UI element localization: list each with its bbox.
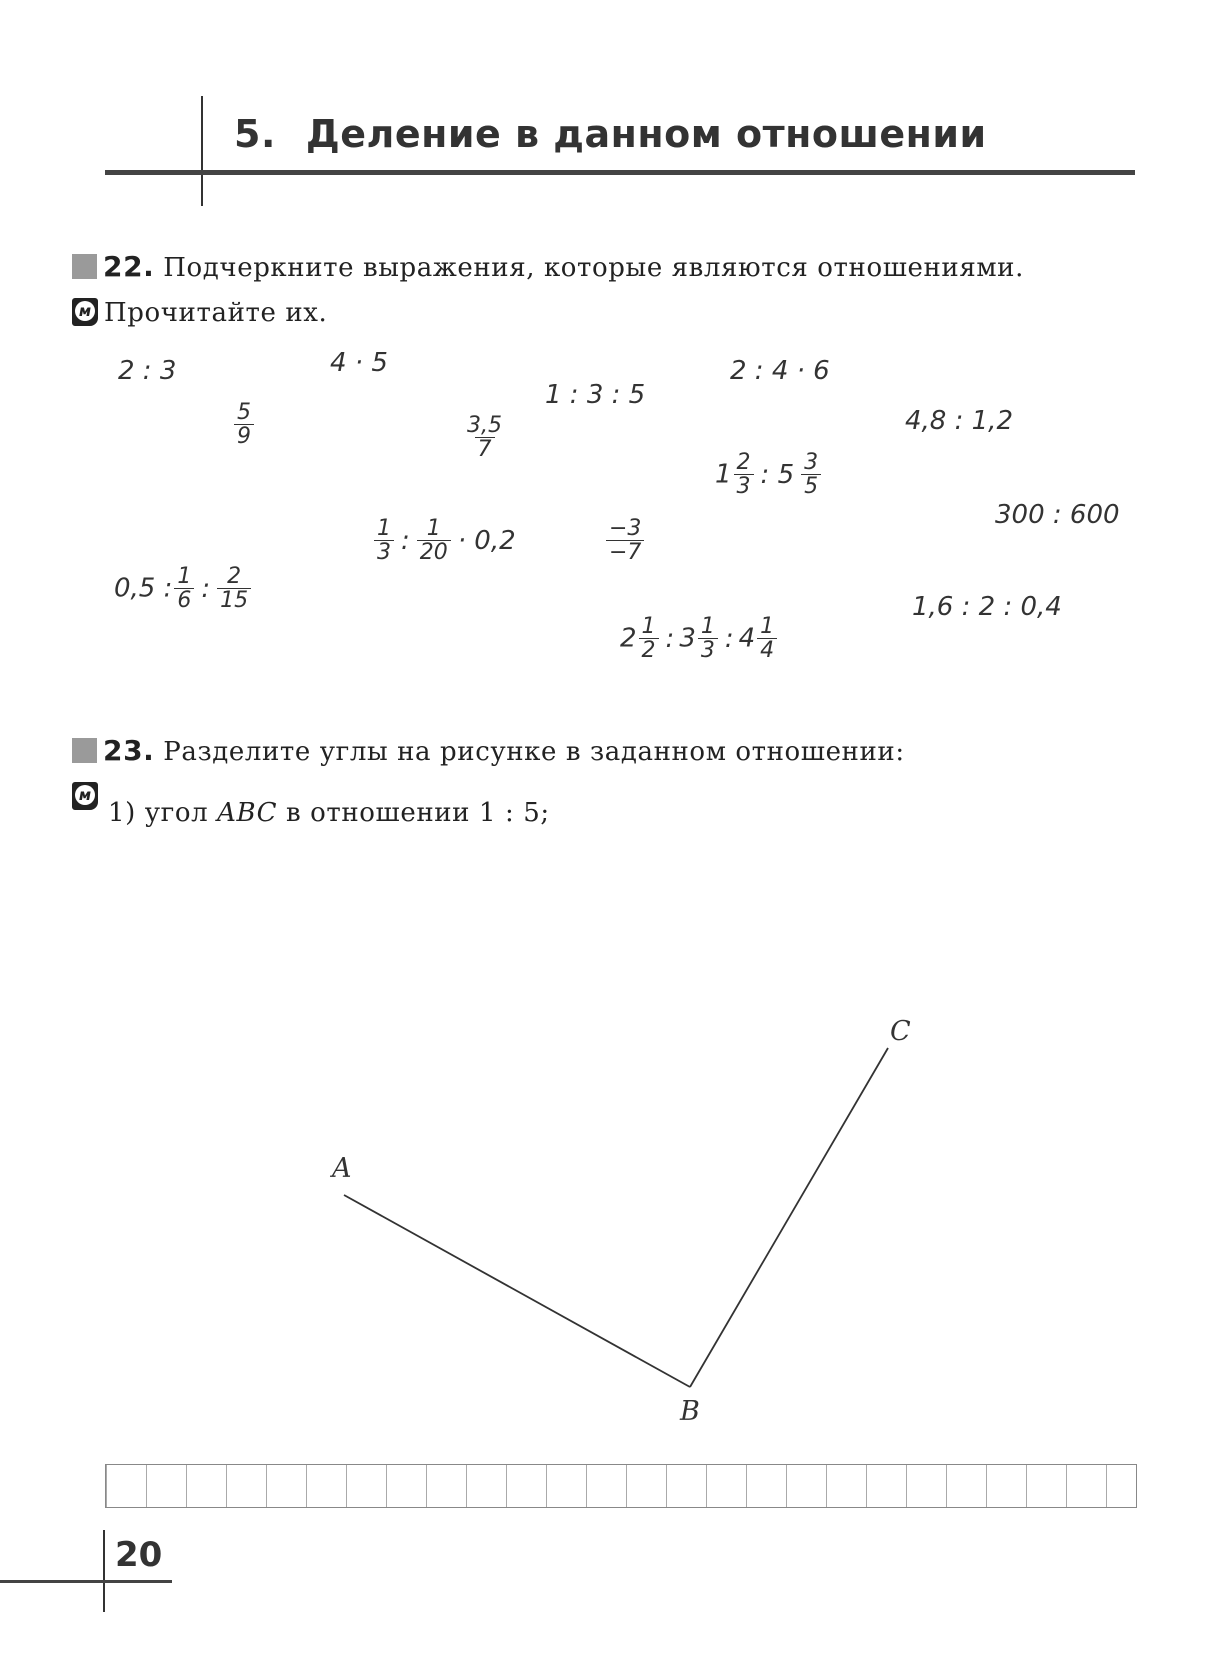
- task-22-number: 22.: [103, 250, 155, 283]
- task-23-instruction: Разделите углы на рисунке в заданном отношении:: [163, 737, 905, 767]
- task-22-line-2: Прочитайте их.: [104, 298, 328, 328]
- point-label-a: A: [332, 1153, 352, 1184]
- point-label-c: C: [890, 1016, 911, 1047]
- chapter-title-text: Деление в данном отношении: [305, 112, 987, 156]
- expression-8: 1 $\frac{2}{3}$ : 5 $\frac{3}{5}$: [715, 452, 823, 498]
- expression-12: 0,5 : $\frac{1}{6}$ : $\frac{2}{15}$: [114, 566, 253, 612]
- answer-grid-strip: [105, 1464, 1137, 1508]
- m-badge-icon: м: [72, 298, 98, 326]
- page-number-vertical-rule: [103, 1530, 105, 1612]
- expression-4: 2 : 4 · 6: [730, 356, 830, 386]
- task-23-line-2: 1) угол ABC в отношении 1 : 5;: [108, 798, 550, 828]
- task-22-instruction: Подчеркните выражения, которые являются отношениями.: [163, 253, 1024, 283]
- expression-2: 4 · 5: [330, 348, 388, 378]
- page-number: 20: [115, 1535, 163, 1575]
- expression-1: 2 : 3: [118, 356, 177, 386]
- expression-10: $\frac{1}{3}$ : $\frac{1}{20}$ · 0,2: [372, 518, 521, 564]
- page-number-horizontal-rule: [0, 1580, 172, 1583]
- chapter-number: 5.: [234, 112, 276, 156]
- m-badge-icon: м: [72, 782, 98, 810]
- expression-11: $\frac{-3}{-7}$: [604, 518, 646, 564]
- expression-13: 1,6 : 2 : 0,4: [912, 592, 1062, 622]
- ray-ba: [344, 1195, 690, 1387]
- angle-name: ABC: [217, 798, 278, 828]
- point-label-b: B: [680, 1396, 700, 1427]
- expression-9: 300 : 600: [995, 500, 1120, 530]
- expression-14: 2 $\frac{1}{2}$ : 3 $\frac{1}{3}$ : 4 $\frac{1}{4}$: [620, 616, 779, 662]
- ray-bc: [690, 1048, 888, 1387]
- task-23-number: 23.: [103, 734, 155, 767]
- expression-6: $\frac{3,5}{7}$: [467, 413, 502, 462]
- expression-3: 1 : 3 : 5: [545, 380, 646, 410]
- expression-7: 4,8 : 1,2: [905, 406, 1013, 436]
- expression-5: $\frac{5}{9}$: [232, 402, 256, 448]
